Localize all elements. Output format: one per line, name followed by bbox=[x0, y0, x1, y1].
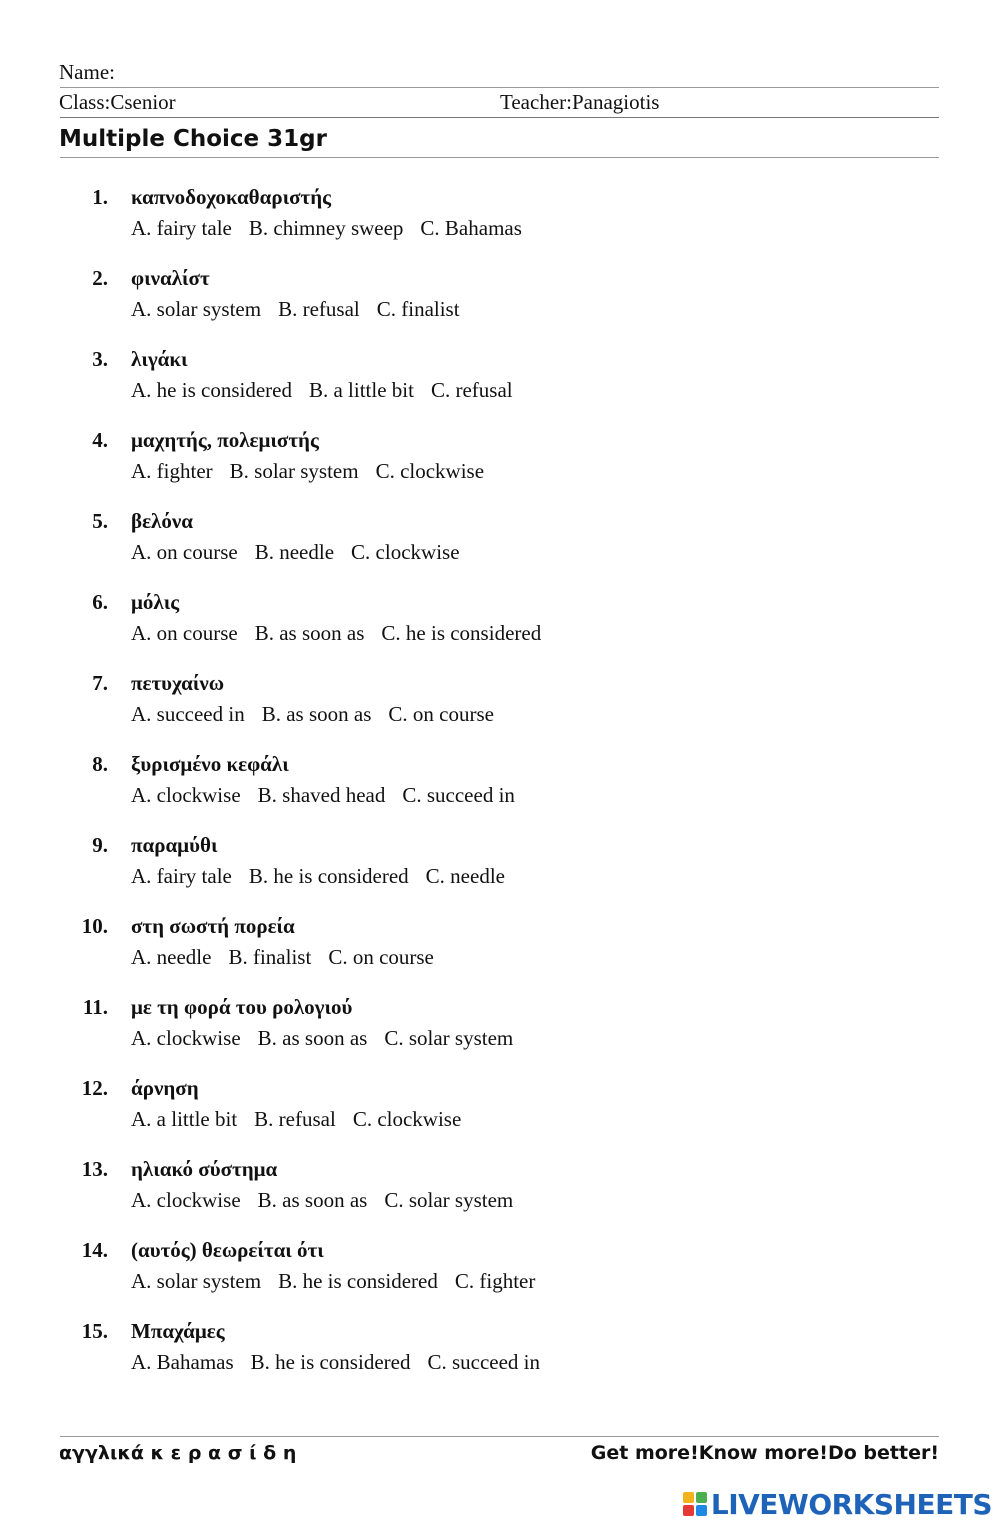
question-word: καπνοδοχοκαθαριστής bbox=[131, 185, 331, 209]
answer-option[interactable]: A. on course bbox=[131, 540, 238, 564]
answer-option[interactable]: B. finalist bbox=[228, 945, 312, 969]
answer-option[interactable]: A. clockwise bbox=[131, 1026, 241, 1050]
question-word: άρνηση bbox=[131, 1076, 199, 1100]
question-number: 14. bbox=[81, 1238, 108, 1262]
question-item bbox=[0, 751, 1000, 832]
answer-option[interactable]: A. clockwise bbox=[131, 1188, 241, 1212]
answer-options bbox=[131, 1106, 478, 1132]
question-number: 1. bbox=[92, 185, 108, 209]
answer-options bbox=[131, 620, 558, 646]
question-item bbox=[0, 508, 1000, 589]
footer-slogan: Get more!Know more!Do better! bbox=[590, 1442, 939, 1464]
question-number: 2. bbox=[92, 266, 108, 290]
question-number: 11. bbox=[82, 995, 108, 1019]
answer-option[interactable]: C. needle bbox=[425, 864, 505, 888]
question-number: 8. bbox=[92, 752, 108, 776]
question-number: 12. bbox=[81, 1076, 108, 1100]
teacher-label: Teacher:Panagiotis bbox=[500, 90, 660, 114]
name-label: Name: bbox=[59, 60, 115, 84]
answer-options bbox=[131, 296, 477, 322]
question-number: 15. bbox=[81, 1319, 108, 1343]
answer-option[interactable]: A. fairy tale bbox=[131, 864, 232, 888]
liveworksheets-wordmark: LIVEWORKSHEETS bbox=[710, 1488, 992, 1521]
question-word: λιγάκι bbox=[131, 347, 188, 371]
question-number: 4. bbox=[92, 428, 108, 452]
question-item bbox=[0, 346, 1000, 427]
question-number: 13. bbox=[81, 1157, 108, 1181]
question-word: ηλιακό σύστημα bbox=[131, 1157, 278, 1181]
answer-option[interactable]: B. a little bit bbox=[308, 378, 414, 402]
answer-option[interactable]: A. solar system bbox=[131, 297, 262, 321]
question-word: με τη φορά του ρολογιού bbox=[131, 995, 353, 1019]
answer-options bbox=[131, 377, 530, 403]
answer-option[interactable]: B. shaved head bbox=[257, 783, 386, 807]
question-item bbox=[0, 670, 1000, 751]
answer-option[interactable]: B. as soon as bbox=[257, 1026, 368, 1050]
footer-left-text: αγγλικά κ ε ρ α σ ί δ η bbox=[59, 1442, 297, 1464]
answer-option[interactable]: A. Bahamas bbox=[131, 1350, 234, 1374]
question-item bbox=[0, 1237, 1000, 1318]
answer-option[interactable]: C. succeed in bbox=[427, 1350, 540, 1374]
liveworksheets-icon bbox=[683, 1492, 709, 1518]
question-number: 10. bbox=[81, 914, 108, 938]
question-word: (αυτός) θεωρείται ότι bbox=[131, 1238, 324, 1262]
answer-options bbox=[131, 863, 522, 889]
question-item bbox=[0, 184, 1000, 265]
answer-option[interactable]: B. refusal bbox=[254, 1107, 336, 1131]
question-item bbox=[0, 832, 1000, 913]
answer-option[interactable]: B. needle bbox=[254, 540, 335, 564]
answer-option[interactable]: B. refusal bbox=[278, 297, 360, 321]
answer-option[interactable]: C. refusal bbox=[430, 378, 513, 402]
answer-options bbox=[131, 1349, 557, 1375]
answer-option[interactable]: C. fighter bbox=[454, 1269, 536, 1293]
answer-options bbox=[131, 1025, 530, 1051]
question-number: 3. bbox=[92, 347, 108, 371]
answer-options bbox=[131, 215, 539, 241]
answer-option[interactable]: A. fighter bbox=[131, 459, 213, 483]
answer-option[interactable]: B. chimney sweep bbox=[248, 216, 404, 240]
answer-option[interactable]: A. on course bbox=[131, 621, 238, 645]
answer-options bbox=[131, 1187, 530, 1213]
answer-option[interactable]: C. Bahamas bbox=[420, 216, 522, 240]
answer-option[interactable]: B. as soon as bbox=[254, 621, 365, 645]
answer-option[interactable]: C. solar system bbox=[384, 1188, 514, 1212]
answer-option[interactable]: C. clockwise bbox=[375, 459, 485, 483]
answer-option[interactable]: A. he is considered bbox=[131, 378, 292, 402]
question-word: βελόνα bbox=[131, 509, 193, 533]
answer-option[interactable]: A. a little bit bbox=[131, 1107, 238, 1131]
answer-option[interactable]: C. succeed in bbox=[402, 783, 515, 807]
question-number: 7. bbox=[92, 671, 108, 695]
title-divider bbox=[60, 157, 939, 158]
liveworksheets-logo[interactable] bbox=[683, 1488, 992, 1522]
question-word: Μπαχάμες bbox=[131, 1319, 225, 1343]
answer-option[interactable]: A. fairy tale bbox=[131, 216, 232, 240]
question-number: 9. bbox=[92, 833, 108, 857]
question-word: παραμύθι bbox=[131, 833, 218, 857]
answer-option[interactable]: C. on course bbox=[328, 945, 434, 969]
question-number: 5. bbox=[92, 509, 108, 533]
answer-options bbox=[131, 458, 501, 484]
header-divider bbox=[60, 117, 939, 118]
question-item bbox=[0, 913, 1000, 994]
answer-option[interactable]: B. as soon as bbox=[261, 702, 372, 726]
question-item bbox=[0, 1075, 1000, 1156]
answer-option[interactable]: C. solar system bbox=[384, 1026, 514, 1050]
question-item bbox=[0, 589, 1000, 670]
answer-option[interactable]: A. succeed in bbox=[131, 702, 245, 726]
answer-option[interactable]: A. clockwise bbox=[131, 783, 241, 807]
question-word: ξυρισμένο κεφάλι bbox=[131, 752, 289, 776]
question-item bbox=[0, 994, 1000, 1075]
answer-options bbox=[131, 701, 511, 727]
question-item bbox=[0, 265, 1000, 346]
question-number: 6. bbox=[92, 590, 108, 614]
answer-option[interactable]: A. needle bbox=[131, 945, 212, 969]
answer-option[interactable]: B. he is considered bbox=[248, 864, 409, 888]
answer-option[interactable]: C. on course bbox=[388, 702, 494, 726]
answer-option[interactable]: B. as soon as bbox=[257, 1188, 368, 1212]
question-word: στη σωστή πορεία bbox=[131, 914, 295, 938]
class-label: Class:Csenior bbox=[59, 90, 176, 114]
answer-option[interactable]: A. solar system bbox=[131, 1269, 262, 1293]
question-list bbox=[0, 184, 1000, 1399]
answer-option[interactable]: C. finalist bbox=[376, 297, 460, 321]
answer-option[interactable]: B. solar system bbox=[229, 459, 359, 483]
answer-options bbox=[131, 944, 451, 970]
question-word: φιναλίστ bbox=[131, 266, 210, 290]
question-item bbox=[0, 1156, 1000, 1237]
question-word: μόλις bbox=[131, 590, 180, 614]
answer-option[interactable]: B. he is considered bbox=[250, 1350, 411, 1374]
question-word: πετυχαίνω bbox=[131, 671, 225, 695]
answer-options bbox=[131, 782, 532, 808]
question-word: μαχητής, πολεμιστής bbox=[131, 428, 319, 452]
answer-options bbox=[131, 1268, 552, 1294]
answer-option[interactable]: C. he is considered bbox=[381, 621, 542, 645]
question-item bbox=[0, 1318, 1000, 1399]
header-divider bbox=[60, 87, 939, 88]
answer-option[interactable]: B. he is considered bbox=[278, 1269, 438, 1293]
question-item bbox=[0, 427, 1000, 508]
answer-options bbox=[131, 539, 477, 565]
answer-option[interactable]: C. clockwise bbox=[352, 1107, 462, 1131]
page-title: Multiple Choice 31gr bbox=[59, 126, 327, 152]
answer-option[interactable]: C. clockwise bbox=[351, 540, 460, 564]
footer-divider bbox=[60, 1436, 939, 1437]
